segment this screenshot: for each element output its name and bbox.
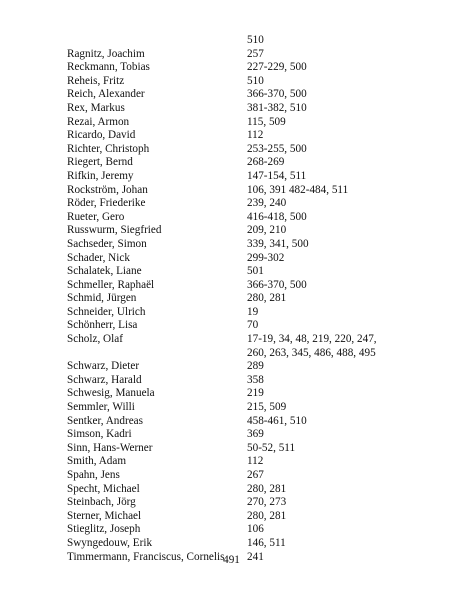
entry-pages: 416-418, 500	[247, 210, 307, 223]
entry-pages: 147-154, 511	[247, 169, 307, 182]
index-entry	[67, 387, 397, 401]
entry-name: Schwarz, Dieter	[67, 360, 140, 373]
entry-pages: 257	[247, 47, 264, 60]
entry-name: Schwarz, Harald	[67, 373, 142, 386]
index-entry	[67, 360, 397, 374]
index-entry	[67, 306, 397, 320]
entry-pages: 70	[247, 319, 259, 332]
index-entry	[67, 455, 397, 469]
entry-name: Semmler, Willi	[67, 401, 135, 414]
entry-pages: 280, 281	[247, 509, 287, 522]
entry-name: Timmermann, Franciscus, Cornelis	[67, 550, 225, 563]
entry-name: Rex, Markus	[67, 101, 125, 114]
index-entry	[67, 156, 397, 170]
entry-pages: 268-269	[247, 156, 285, 169]
entry-name: Röder, Friederike	[67, 197, 146, 210]
index-entry	[67, 401, 397, 415]
index-entry	[67, 292, 397, 306]
entry-pages: 339, 341, 500	[247, 237, 309, 250]
entry-pages: 381-382, 510	[247, 101, 307, 114]
entry-pages: 280, 281	[247, 482, 287, 495]
index-entry	[67, 48, 397, 62]
index-entry	[67, 116, 397, 130]
entry-pages: 366-370, 500	[247, 278, 307, 291]
index-entry	[67, 61, 397, 75]
name-index-list	[67, 34, 397, 564]
entry-name: Sterner, Michael	[67, 509, 142, 522]
index-entry	[67, 510, 397, 524]
entry-name: Steinbach, Jörg	[67, 496, 136, 509]
entry-pages: 227-229, 500	[247, 61, 307, 74]
index-entry	[67, 102, 397, 116]
entry-name: Reckmann, Tobias	[67, 61, 150, 74]
entry-pages: 458-461, 510	[247, 414, 307, 427]
entry-pages: 253-255, 500	[247, 142, 307, 155]
entry-name: Smith, Adam	[67, 455, 127, 468]
index-entry	[67, 184, 397, 198]
entry-pages: 106	[247, 523, 264, 536]
entry-name: Rezai, Armon	[67, 115, 130, 128]
entry-pages: 510	[247, 34, 264, 46]
entry-name: Swyngedouw, Erik	[67, 536, 153, 549]
entry-pages: 260, 263, 345, 486, 488, 495	[247, 346, 376, 359]
entry-name: Schalatek, Liane	[67, 265, 142, 278]
index-entry	[67, 238, 397, 252]
entry-name: Ricardo, David	[67, 129, 136, 142]
entry-name	[67, 34, 247, 48]
entry-name: Sachseder, Simon	[67, 237, 147, 250]
entry-pages: 501	[247, 265, 264, 278]
index-entry	[67, 537, 397, 551]
entry-name: Schmeller, Raphaël	[67, 278, 155, 291]
entry-pages: 106, 391 482-484, 511	[247, 183, 349, 196]
index-entry	[67, 129, 397, 143]
index-entry	[67, 469, 397, 483]
index-entry	[67, 279, 397, 293]
entry-pages: 358	[247, 373, 264, 386]
index-entry	[67, 197, 397, 211]
index-entry	[67, 143, 397, 157]
entry-name: Stieglitz, Joseph	[67, 523, 141, 536]
entry-pages: 366-370, 500	[247, 88, 307, 101]
entry-name: Sentker, Andreas	[67, 414, 143, 427]
entry-name: Schönherr, Lisa	[67, 319, 138, 332]
entry-pages: 267	[247, 469, 264, 481]
index-entry	[67, 252, 397, 266]
index-entry	[67, 496, 397, 510]
entry-pages: 219	[247, 387, 264, 400]
entry-pages: 19	[247, 305, 259, 318]
entry-pages: 510	[247, 74, 264, 87]
index-entry	[67, 211, 397, 225]
entry-pages: 146, 511	[247, 536, 286, 549]
entry-pages: 215, 509	[247, 401, 287, 414]
index-entry	[67, 224, 397, 238]
entry-name: Riegert, Bernd	[67, 156, 133, 169]
index-entry	[67, 170, 397, 184]
entry-name: Rueter, Gero	[67, 210, 125, 223]
index-entry	[67, 34, 397, 48]
entry-pages: 289	[247, 360, 264, 373]
index-entry	[67, 483, 397, 497]
index-entry	[67, 415, 397, 429]
entry-name: Ragnitz, Joachim	[67, 47, 145, 60]
entry-pages: 112	[247, 129, 264, 142]
index-entry	[67, 374, 397, 388]
index-entry	[67, 333, 397, 347]
entry-name: Richter, Christoph	[67, 142, 150, 155]
entry-name: Reich, Alexander	[67, 88, 145, 101]
entry-name: Schneider, Ulrich	[67, 305, 146, 318]
entry-pages: 299-302	[247, 251, 285, 264]
entry-name: Russwurm, Siegfried	[67, 224, 162, 237]
entry-pages: 369	[247, 428, 264, 441]
entry-name: Spahn, Jens	[67, 469, 120, 481]
entry-name: Simson, Kadri	[67, 428, 132, 441]
entry-name	[67, 347, 247, 361]
entry-pages: 209, 210	[247, 224, 287, 237]
entry-pages: 270, 273	[247, 496, 287, 509]
entry-name: Sinn, Hans-Werner	[67, 441, 153, 454]
entry-pages: 239, 240	[247, 197, 287, 210]
entry-name: Schmid, Jürgen	[67, 292, 137, 305]
entry-pages: 112	[247, 455, 264, 468]
entry-name: Schwesig, Manuela	[67, 387, 155, 400]
entry-pages: 50-52, 511	[247, 441, 296, 454]
entry-pages: 241	[247, 550, 264, 563]
entry-name: Reheis, Fritz	[67, 74, 125, 87]
index-entry	[67, 523, 397, 537]
index-entry	[67, 319, 397, 333]
entry-name: Specht, Michael	[67, 482, 140, 495]
entry-name: Scholz, Olaf	[67, 333, 123, 346]
index-entry	[67, 428, 397, 442]
index-entry	[67, 88, 397, 102]
page-number: 491	[223, 554, 240, 566]
entry-name: Rifkin, Jeremy	[67, 169, 134, 182]
index-entry	[67, 347, 397, 361]
entry-pages: 17-19, 34, 48, 219, 220, 247,	[247, 333, 377, 346]
index-entry	[67, 265, 397, 279]
index-entry	[67, 75, 397, 89]
entry-name: Rockström, Johan	[67, 183, 148, 196]
entry-pages: 115, 509	[247, 115, 286, 128]
index-entry	[67, 442, 397, 456]
entry-name: Schader, Nick	[67, 251, 130, 264]
entry-pages: 280, 281	[247, 292, 287, 305]
